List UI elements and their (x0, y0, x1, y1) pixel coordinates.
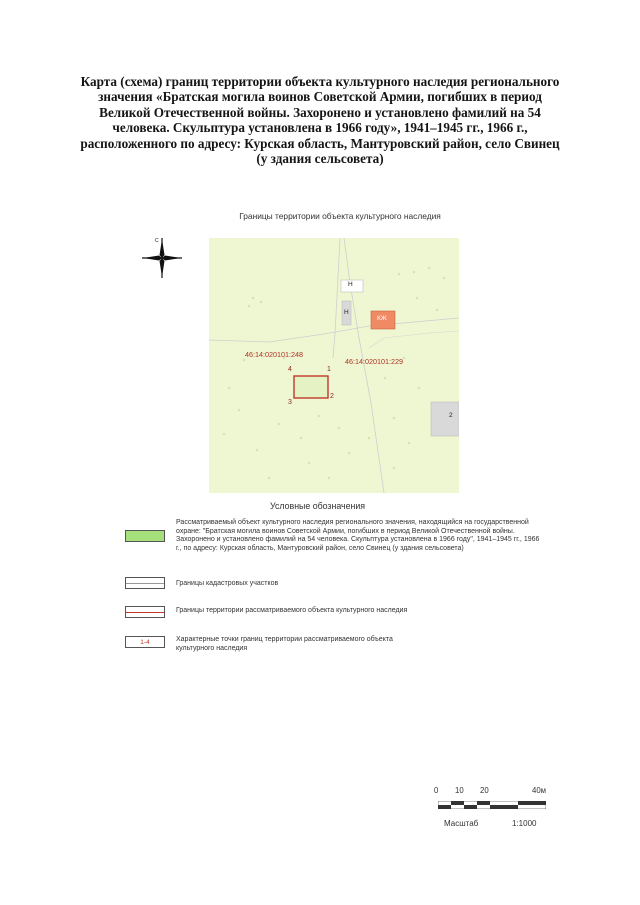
scale-tick-0: 0 (434, 786, 439, 795)
boundary-point-1: 1 (327, 366, 331, 373)
scale-ratio: 1:1000 (512, 819, 537, 828)
legend-text-cadastral: Границы кадастровых участков (176, 580, 279, 587)
map-title: Границы территории объекта культурного наследия (239, 211, 441, 221)
building-2 (431, 402, 459, 436)
legend-symbol-points: 1-4 (125, 636, 165, 648)
legend-symbol-object (125, 530, 165, 542)
building-label-kzh: КЖ (377, 315, 387, 322)
boundary-point-4: 4 (288, 366, 292, 373)
building-label-n-left: Н (344, 309, 349, 316)
compass-rose-icon (140, 236, 184, 280)
cadastral-map (209, 238, 459, 493)
legend-title: Условные обозначения (270, 501, 366, 511)
legend-text-territory: Границы территории рассматриваемого объекта культурного наследия (176, 607, 408, 614)
parcel-label-248: 46:14:020101:248 (245, 350, 303, 359)
legend-text-points: Характерные точки границ территории рассматриваемого объекта культурного наследия (176, 636, 393, 652)
legend-text-object: Рассматриваемый объект культурного наследия регионального значения, находящийся на государственной охране: "Братская могила воинов Советской Армии, погибших в период Великой Отечественной войны. Захоронено и установлено фамилий на 54 человека. Скульптура установлена в 1966 году", 1941–1945 гг., 1966 г., по адресу: Курская область, Мантуровский район, село Свинец (у здания сельсовета) (176, 519, 540, 552)
legend-symbol-territory (125, 606, 165, 618)
boundary-point-2: 2 (330, 393, 334, 400)
scale-tick-40: 40м (532, 786, 547, 795)
map-drawing (209, 238, 459, 493)
scale-bar-graphic (438, 801, 546, 809)
scale-tick-10: 10 (455, 786, 464, 795)
boundary-point-3: 3 (288, 399, 292, 406)
building-label-n-top: Н (348, 281, 353, 288)
scale-tick-20: 20 (480, 786, 489, 795)
scale-label: Масштаб (444, 819, 479, 828)
building-label-2: 2 (449, 412, 453, 419)
document-title: Карта (схема) границ территории объекта культурного наследия регионального значения «Братская могила воинов Советской Армии, погибших в период Великой Отечественной войны. Захоронено и установлено фамилий на 54 человека. Скульптура установлена в 1966 году», 1941–1945 гг., 1966 г., расположенного по адресу: Курская область, Мантуровский район, село Свинец (у здания сельсовета) (80, 74, 560, 167)
parcel-label-229: 46:14:020101:229 (345, 357, 403, 366)
scale-bar (434, 786, 564, 836)
legend-symbol-cadastral (125, 577, 165, 589)
compass-north-label: С (155, 238, 159, 244)
object-territory-boundary (294, 376, 328, 398)
